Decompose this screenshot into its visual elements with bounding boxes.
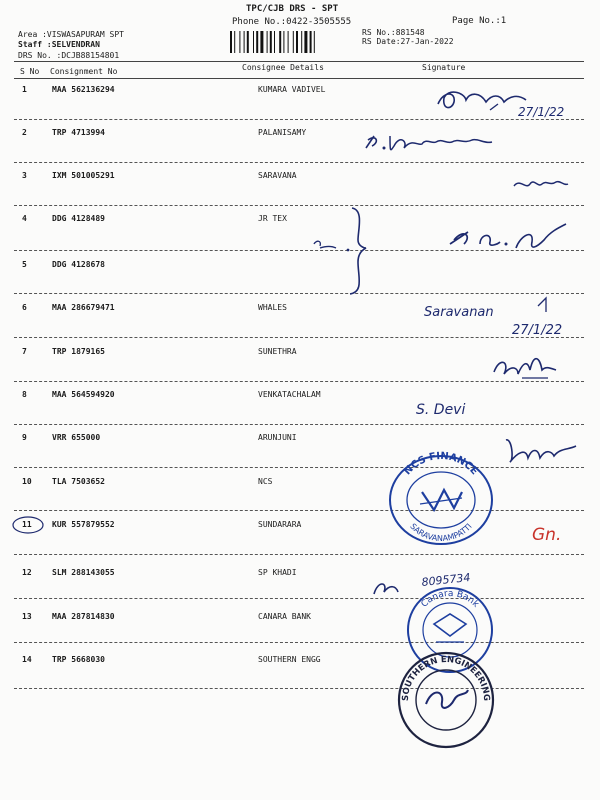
svg-text:SOUTHERN ENGINEERING	[401, 655, 491, 701]
row-sno: 7	[22, 347, 27, 356]
rs-number: RS No.:881548	[362, 28, 425, 37]
drs-number: DRS No. :DCJB88154801	[18, 51, 120, 60]
row-consignment: TLA 7503652	[52, 477, 105, 486]
row-consignee: PALANISAMY	[258, 128, 307, 137]
row-1-signature	[430, 84, 580, 124]
row-divider	[14, 205, 584, 206]
row-consignee: NCS	[258, 477, 273, 486]
row-sno: 8	[22, 390, 27, 399]
row-consignee: SUNETHRA	[258, 347, 297, 356]
table-row	[0, 477, 600, 497]
table-row	[0, 128, 600, 148]
staff-label: Staff :SELVENDRAN	[18, 40, 100, 49]
row-sno: 11	[22, 520, 32, 529]
row-consignment: MAA 564594920	[52, 390, 115, 399]
canara-stamp-text: Canara Bank	[419, 588, 481, 610]
row-12-number-text: 8095734	[420, 570, 472, 589]
row-11-signature	[528, 516, 588, 550]
row-sno: 2	[22, 128, 27, 137]
row-sno: 13	[22, 612, 32, 621]
row-divider	[14, 424, 584, 425]
header-rule-top	[14, 61, 584, 62]
southern-stamp-text: SOUTHERN ENGINEERING	[400, 654, 492, 702]
svg-text:Canara Bank	[420, 589, 482, 610]
row-consignment: MAA 562136294	[52, 85, 115, 94]
ncs-finance-stamp	[386, 452, 496, 548]
header-rule-bottom	[14, 78, 584, 79]
row-6-name-text: Saravanan	[424, 305, 494, 320]
row-consignment: KUR 557879552	[52, 520, 115, 529]
row-divider	[14, 642, 584, 643]
row-consignee: SUNDARARA	[258, 520, 302, 529]
row-consignee: SARAVANA	[258, 171, 297, 180]
row-6-date-text: 27/1/22	[512, 323, 563, 338]
row-consignee: WHALES	[258, 303, 287, 312]
row-11-mark-text: Gn.	[532, 525, 562, 545]
table-row	[0, 612, 600, 632]
row-sno: 4	[22, 214, 27, 223]
southern-engineering-stamp	[394, 650, 498, 750]
row-4-5-brace	[300, 200, 390, 300]
col-header-consignee: Consignee Details	[242, 63, 324, 72]
row-divider	[14, 162, 584, 163]
doc-title: TPC/CJB DRS - SPT	[246, 4, 339, 14]
row-consignment: IXM 501005291	[52, 171, 115, 180]
row-consignee: KUMARA VADIVEL	[258, 85, 326, 94]
table-row	[0, 520, 600, 540]
col-header-sno: S No	[20, 67, 40, 76]
row-2-signature	[360, 128, 510, 158]
row-consignment: DDG 4128678	[52, 260, 105, 269]
phone-number: Phone No.:0422-3505555	[232, 17, 352, 27]
row-consignee: SOUTHERN ENGG	[258, 655, 321, 664]
row-consignment: TRP 4713994	[52, 128, 105, 137]
row-consignment: DDG 4128489	[52, 214, 105, 223]
col-header-consignment: Consignment No	[50, 67, 118, 76]
row-3-signature	[510, 172, 570, 196]
row-8-name-text: S. Devi	[416, 402, 466, 418]
col-header-signature: Signature	[422, 63, 466, 72]
row-6-signature	[420, 296, 580, 340]
rs-date: RS Date:27-Jan-2022	[362, 37, 454, 46]
ncs-stamp-bottom-text: SARAVANAMPATTI	[408, 521, 474, 544]
row-divider	[14, 688, 584, 689]
row-sno: 14	[22, 655, 32, 664]
svg-text:NCS FINANCE	[402, 451, 480, 478]
ncs-stamp-top-text: NCS FINANCE	[402, 450, 480, 478]
row-sno: 9	[22, 433, 27, 442]
row-4-signature	[440, 210, 580, 260]
row-sno: 12	[22, 568, 32, 577]
row-divider	[14, 554, 584, 555]
row-consignment: MAA 287814830	[52, 612, 115, 621]
row-1-date-text: 27/1/22	[518, 105, 565, 119]
row-sno: 1	[22, 85, 27, 94]
row-consignee: SP KHADI	[258, 568, 297, 577]
row-divider	[14, 467, 584, 468]
row-consignee: VENKATACHALAM	[258, 390, 321, 399]
row-consignee: JR TEX	[258, 214, 287, 223]
row-consignment: TRP 1879165	[52, 347, 105, 356]
row-9-signature	[500, 434, 585, 468]
row-8-signature	[412, 392, 552, 422]
row-divider	[14, 293, 584, 294]
row-11-circle-mark	[10, 514, 46, 536]
row-7-signature	[488, 348, 568, 382]
row-consignment: TRP 5668030	[52, 655, 105, 664]
row-divider	[14, 510, 584, 511]
row-consignment: VRR 655000	[52, 433, 101, 442]
row-sno: 5	[22, 260, 27, 269]
row-consignee: CANARA BANK	[258, 612, 311, 621]
row-consignee: ARUNJUNI	[258, 433, 297, 442]
barcode-image	[230, 31, 350, 53]
row-consignment: MAA 286679471	[52, 303, 115, 312]
row-consignment: SLM 288143055	[52, 568, 115, 577]
row-sno: 10	[22, 477, 32, 486]
area-label: Area :VISWASAPURAM SPT	[18, 30, 124, 39]
row-sno: 6	[22, 303, 27, 312]
page-number: Page No.:1	[452, 16, 507, 26]
table-row	[0, 655, 600, 675]
row-sno: 3	[22, 171, 27, 180]
